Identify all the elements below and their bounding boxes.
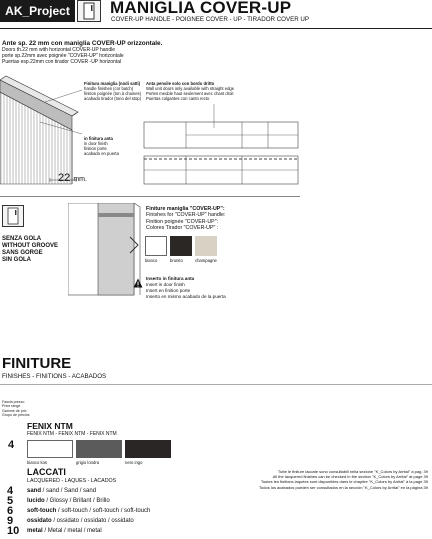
section1-heading: Ante sp. 22 mm con maniglia COVER-UP orizzontale. (2, 40, 163, 47)
laccati-title: LACCATI (27, 467, 66, 477)
warning-icon (133, 278, 143, 288)
swatch-label-nero-ingo: nero ingo (125, 460, 143, 465)
swatch-nero-ingo (125, 440, 171, 458)
swatch-label-champagne: champagne (195, 258, 217, 263)
fenix-title: FENIX NTM (27, 421, 73, 431)
swatch-label-brunito: brunito (170, 258, 183, 263)
cabinet-icon (2, 205, 24, 227)
kitchen-elevation-drawing (142, 104, 302, 186)
handle-finishes-text: Finiture maniglia "COVER-UP": Finishes for "COVER-UP" handle: Finition poignée "COVER-UP": Colores Tirador "COVER-UP" : (146, 206, 226, 231)
swatch-label-bianco-kos: bianco kos (27, 460, 48, 465)
finiture-title: FINITURE (2, 355, 72, 372)
swatch-champagne (195, 236, 217, 256)
brand-label: AK_Project (0, 0, 75, 22)
page-subtitle: COVER-UP HANDLE - POIGNEE COVER - UP - TIRADOR COVER UP (111, 16, 310, 23)
page-title: MANIGLIA COVER-UP (110, 0, 292, 17)
laccati-row: 4 sand / sand / Sand / sand (7, 485, 97, 497)
price-range-label: Fascia prezzo Price range Gamme de prix Grupo de precios (2, 400, 30, 418)
no-groove-label: SENZA GOLA WITHOUT GROOVE SANS GORGE SIN GOLA (2, 236, 58, 263)
swatch-label-grigio-londra: grigio londra (76, 460, 100, 465)
header-divider (0, 28, 432, 29)
finiture-divider (0, 384, 432, 385)
laccati-note: Tutte le finiture laccate sono consultabili nella sezione "K_Colors by Arrital" a pag. 39 All the lacquered finishes can be checked in the section "K_Colors by Arrital" at page 39 Toutes les finitions laquées sont disponibles dans le chapitre "K_Colors by Arrital" à la page 39 Todos los acabados pueden ser consultados en la sección "K_Colors by Arrital" en la página 39 (259, 469, 428, 490)
laccati-row: 5 lucido / Glossy / Brillant / Brillo (7, 495, 110, 507)
laccati-row: 9 ossidato / ossidato / ossidato / ossidato (7, 515, 134, 527)
swatch-brunito (170, 236, 192, 256)
dimension-value: 22 mm. (58, 172, 87, 184)
chevron-right-icon (128, 235, 140, 255)
swatch-label-bianco: bianco (145, 258, 158, 263)
fenix-price-group: 4 (8, 439, 15, 451)
swatch-bianco (145, 236, 167, 256)
laccati-row: 6 soft-touch / soft-touch / soft-touch / soft-touch (7, 505, 151, 517)
handle-finish-callout: Finitura maniglia (nodi satti) handle finishes (cor batch) finition poignée (ton à chaines) acabado tirador (tono del stop) (84, 81, 142, 101)
insert-finish-callout: in finitura anta in door finish finition porte acabado en puerta (84, 136, 119, 156)
laccati-subtitle: LACQUERED - LAQUES - LACADOS (27, 478, 117, 484)
swatch-grigio-londra (76, 440, 122, 458)
laccati-row: 10 metal / Metal / metal / metal (7, 525, 102, 537)
insert-note: Inserto in finitura anta Insert in door finish Insert en finition porte Inserto en mismo acabado de la puerta (146, 276, 226, 299)
fenix-subtitle: FENIX NTM - FENIX NTM - FENIX NTM (27, 431, 117, 437)
section1-desc: Doors th.22 mm with horizontal COVER-UP handle porte sp.22mm avec poignée "COVER-UP" horizontale Puertas esp.22mm con tirador COVER -UP horizontal (2, 47, 124, 65)
cabinet-thumbnail-icon (77, 0, 101, 22)
section-divider (0, 196, 300, 197)
swatch-bianco-kos (27, 440, 73, 458)
wall-unit-note: Anta pensile solo con bordo dritto Wall unit doors only available with straight edge Portes meuble haut seulement avec chant droit Puertas colgantes con canto recto (146, 81, 235, 101)
finiture-subtitle: FINISHES - FINITIONS - ACABADOS (2, 373, 107, 380)
